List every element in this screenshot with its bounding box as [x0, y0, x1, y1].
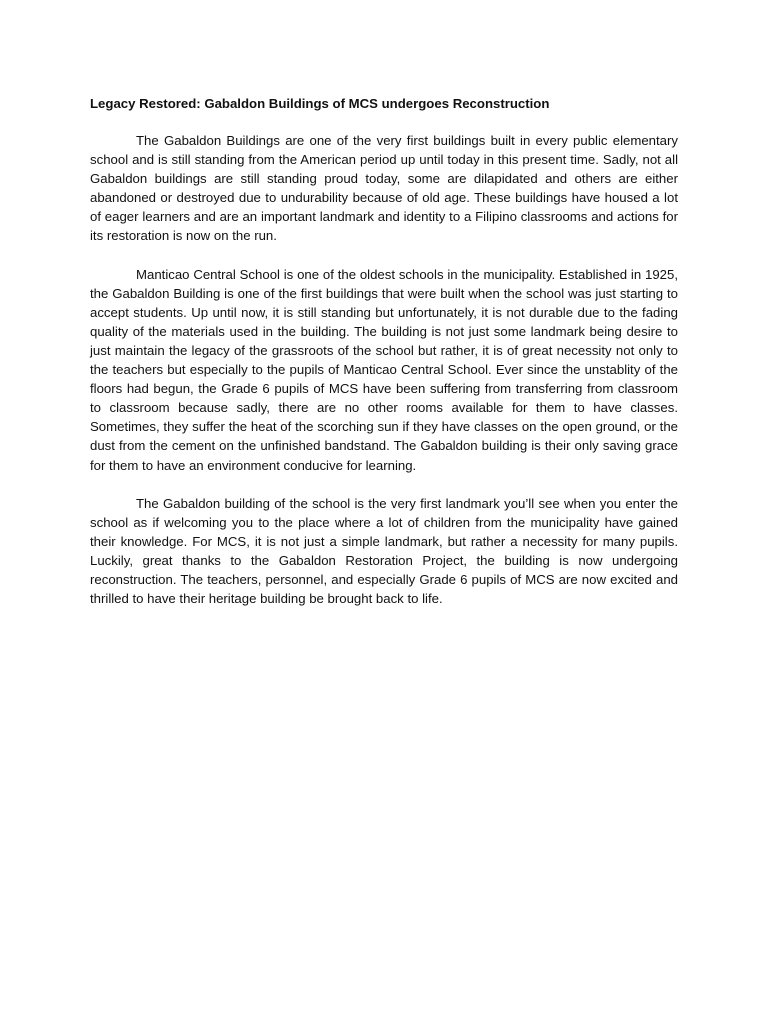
paragraph-3: The Gabaldon building of the school is the very first landmark you’ll see when you enter the school as if welcoming you to the place where a lot of children from the municipality have gained their knowledge. For MCS, it is not just a simple landmark, but rather a necessity for many pupils. Luckily, great thanks to the Gabaldon Restoration Project, the building is now undergoing reconstruction. The teachers, personnel, and especially Grade 6 pupils of MCS are now excited and thrilled to have their heritage building be brought back to life. [90, 495, 678, 607]
article-title: Legacy Restored: Gabaldon Buildings of MCS undergoes Reconstruction [90, 96, 550, 111]
paragraph-1: The Gabaldon Buildings are one of the very first buildings built in every public elementary school and is still standing from the American period up until today in this present time. Sadly, not all Gabaldon buildings are still standing proud today, some are dilapidated and others are either abandoned or destroyed due to undurability because of old age. These buildings have housed a lot of eager learners and are an important landmark and identity to a Filipino classrooms and actions for its restoration is now on the run. [90, 133, 678, 244]
paragraph-2: Manticao Central School is one of the oldest schools in the municipality. Established in 1925, the Gabaldon Building is one of the first buildings that were built when the school was just starting to accept students. Up until now, it is still standing but unfortunately, it is not durable due to the fading quality of the materials used in the building. The building is not just some landmark being desire to just maintain the legacy of the grassroots of the school but rather, it is of great necessity not only to the teachers but especially to the pupils of Manticao Central School. Ever since the unstablity of the floors had begun, the Grade 6 pupils of MCS have been suffering from transferring from classroom to classroom because sadly, there are no other rooms available for them to have classes. Sometimes, they suffer the heat of the scorching sun if they have classes on the open ground, or the dust from the cement on the unfinished bandstand. The Gabaldon building is their only saving grace for them to have an environment conducive for learning. [90, 266, 678, 473]
article-body [90, 94, 678, 627]
